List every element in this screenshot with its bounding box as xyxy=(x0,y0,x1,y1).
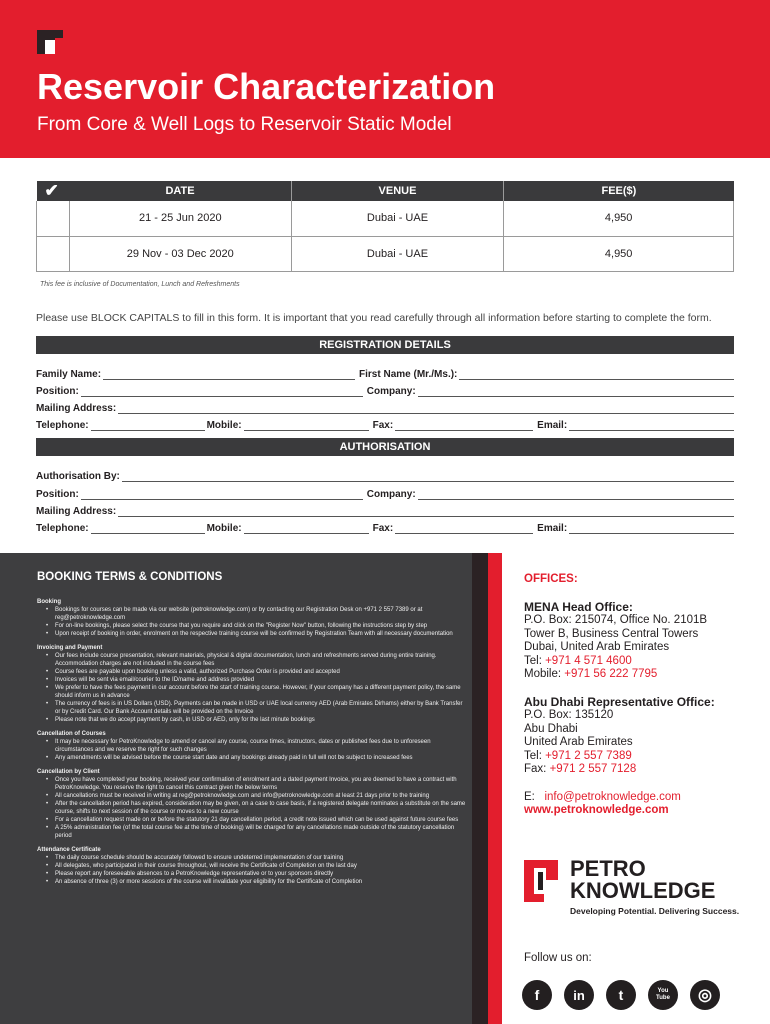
mena-tel-link[interactable]: +971 4 571 4600 xyxy=(545,654,632,667)
authorisation-by-field[interactable] xyxy=(122,472,734,482)
venue-cell: Dubai - UAE xyxy=(291,236,504,271)
mena-mobile xyxy=(524,668,764,682)
offices-title: OFFICES: xyxy=(524,573,578,585)
terms-section-heading: Cancellation by Client xyxy=(37,769,100,775)
offices-panel xyxy=(524,573,764,818)
linkedin-icon[interactable]: in xyxy=(564,980,594,1010)
date-cell: 21 - 25 Jun 2020 xyxy=(69,201,291,236)
website-link[interactable]: www.petroknowledge.com xyxy=(524,804,669,816)
abudhabi-fax-value: +971 2 557 7128 xyxy=(549,763,637,775)
terms-list-item: • Course fees are payable upon booking unless a valid, authorized Purchase Order is provided and accepted xyxy=(55,668,467,676)
first-name-field[interactable] xyxy=(459,370,734,380)
instagram-icon[interactable]: ◎ xyxy=(690,980,720,1010)
registration-section-header: REGISTRATION DETAILS xyxy=(36,336,734,354)
terms-list-item: • Once you have completed your booking, received your confirmation of enrolment and a dated payment Invoice, you are deemed to have a contract with PetroKnowledge. You reserve the right to cancel this contract given the below terms xyxy=(55,776,467,792)
telephone-field[interactable] xyxy=(91,421,205,431)
company-label: Company: xyxy=(366,489,416,500)
telephone-label: Telephone: xyxy=(36,420,89,431)
email-field[interactable] xyxy=(569,421,734,431)
abudhabi-office-heading: Abu Dhabi Representative Office: xyxy=(524,694,715,709)
mena-address-line: Dubai, United Arab Emirates xyxy=(524,641,670,653)
fax-field[interactable] xyxy=(395,524,533,534)
terms-title: BOOKING TERMS & CONDITIONS xyxy=(37,571,223,583)
terms-list xyxy=(37,738,467,762)
authorisation-by-label: Authorisation By: xyxy=(36,471,120,482)
mena-mobile-link[interactable]: +971 56 222 7795 xyxy=(564,668,658,680)
terms-list-item: • We prefer to have the fees payment in our account before the start of training course. However, if your company has a different payment policy, the same should inform us in advance xyxy=(55,684,467,700)
brand-mark-icon xyxy=(37,30,63,54)
brand-tagline: Developing Potential. Delivering Success. xyxy=(570,906,740,916)
company-field[interactable] xyxy=(418,387,734,397)
facebook-icon[interactable]: f xyxy=(522,980,552,1010)
schedule-table xyxy=(36,181,734,272)
select-checkbox[interactable] xyxy=(37,201,70,236)
terms-section-heading: Invoicing and Payment xyxy=(37,645,103,651)
petroknowledge-logo-icon xyxy=(524,860,564,902)
header-banner xyxy=(0,0,770,158)
fax-label: Fax: xyxy=(372,420,394,431)
company-label: Company: xyxy=(366,386,416,397)
dark-stripe-divider xyxy=(472,553,488,1024)
email-label: E: xyxy=(524,790,535,803)
mailing-address-label: Mailing Address: xyxy=(36,506,117,517)
registration-row-address xyxy=(36,400,734,414)
mena-telephone xyxy=(524,655,764,669)
company-field[interactable] xyxy=(418,490,734,500)
terms-list-item: • The daily course schedule should be accurately followed to ensure undeterred implementation of our training xyxy=(55,854,467,862)
brand-line-1: PETRO xyxy=(570,856,646,881)
terms-list-item: • Please report any foreseeable absences to a PetroKnowledge representative or to your sponsors directly xyxy=(55,870,467,878)
mena-office-heading: MENA Head Office: xyxy=(524,599,633,614)
first-name-label: First Name (Mr./Ms.): xyxy=(359,369,458,380)
position-label: Position: xyxy=(36,489,79,500)
terms-list-item: • The currency of fees is in US Dollars (USD). Payments can be made in USD or UAE local currency AED (Arab Emirates Dirhams) either by Bank Transfer or by Credit Card. Our Bank Account details will be provided on the Invoice xyxy=(55,700,467,716)
terms-section-heading: Attendance Certificate xyxy=(37,847,101,853)
terms-section-heading: Booking xyxy=(37,599,61,605)
follow-label: Follow us on: xyxy=(524,952,592,964)
telephone-field[interactable] xyxy=(91,524,205,534)
terms-list-item: • A 25% administration fee (of the total course fee at the time of booking) will be charged for any cancellations made outside of the statutory cancellation period xyxy=(55,824,467,840)
fee-note: This fee is inclusive of Documentation, Lunch and Refreshments xyxy=(40,281,240,288)
tel-label: Tel: xyxy=(524,654,546,667)
schedule-header-row xyxy=(37,181,734,201)
terms-list-item: • Invoices will be sent via email/courier to the ID/name and address provided xyxy=(55,676,467,684)
position-field[interactable] xyxy=(81,490,363,500)
mobile-label: Mobile: xyxy=(206,420,242,431)
table-row xyxy=(37,236,734,271)
registration-row-position xyxy=(36,383,734,397)
registration-row-names xyxy=(36,366,734,380)
page-title: Reservoir Characterization xyxy=(37,66,496,107)
family-name-label: Family Name: xyxy=(36,369,102,380)
mena-address-line: P.O. Box: 215074, Office No. 2101B xyxy=(524,614,708,626)
authorisation-row-contact xyxy=(36,520,734,534)
terms-list-item: • After the cancellation period has expired, consideration may be given, on a case to case basis, if a registered delegate nominates a substitute on the same course, shifts to next session of the course or moves to a new course xyxy=(55,800,467,816)
abudhabi-telephone xyxy=(524,750,764,764)
terms-list-item: • It may be necessary for PetroKnowledge to amend or cancel any course, course times, instructors, dates or published fees due to unforeseen circumstances and we reserve the right for such changes xyxy=(55,738,467,754)
email-link[interactable]: info@petroknowledge.com xyxy=(544,790,681,803)
fee-cell: 4,950 xyxy=(504,236,734,271)
terms-list-item: • Bookings for courses can be made via our website (petroknowledge.com) or by contacting our Registration Desk on +971 2 557 7389 or at reg@petroknowledge.com xyxy=(55,606,467,622)
date-column-header: DATE xyxy=(69,181,291,201)
twitter-icon[interactable]: t xyxy=(606,980,636,1010)
terms-list-item: • For a cancellation request made on or before the statutory 21 day cancellation period, a credit note issued which can be used against future course fees xyxy=(55,816,467,824)
terms-list-item: • Please note that we do accept payment by cash, in USD or AED, only for the last minute bookings xyxy=(55,716,467,724)
telephone-label: Telephone: xyxy=(36,523,89,534)
date-cell: 29 Nov - 03 Dec 2020 xyxy=(69,236,291,271)
brand-line-2: KNOWLEDGE xyxy=(570,878,716,903)
check-column-header: ✔ xyxy=(37,181,70,201)
mobile-label: Mobile: xyxy=(206,523,242,534)
venue-cell: Dubai - UAE xyxy=(291,201,504,236)
mobile-label: Mobile: xyxy=(524,668,565,680)
fax-label: Fax: xyxy=(524,763,550,775)
position-label: Position: xyxy=(36,386,79,397)
authorisation-section-header: AUTHORISATION xyxy=(36,438,734,456)
authorisation-row-address xyxy=(36,503,734,517)
email-label: Email: xyxy=(537,523,568,534)
terms-list xyxy=(37,854,467,886)
terms-body xyxy=(37,598,467,886)
youtube-icon[interactable]: You Tube xyxy=(648,980,678,1010)
page-subtitle: From Core & Well Logs to Reservoir Static Model xyxy=(37,114,452,135)
terms-list-item: • All cancellations must be received in writing at reg@petroknowledge.com and info@petroknowledge.com at least 21 days prior to the training xyxy=(55,792,467,800)
form-instruction: Please use BLOCK CAPITALS to fill in this form. It is important that you read carefully through all information before starting to complete the form. xyxy=(36,312,712,324)
fee-column-header: FEE($) xyxy=(504,181,734,201)
mobile-field[interactable] xyxy=(244,524,369,534)
social-icons xyxy=(522,980,720,1010)
terms-list-item: • For on-line bookings, please select the course that you require and click on the "Register Now" button, following the instructions step by step xyxy=(55,622,467,630)
mobile-field[interactable] xyxy=(244,421,369,431)
mena-address-line: Tower B, Business Central Towers xyxy=(524,627,699,640)
abudhabi-fax xyxy=(524,763,764,777)
family-name-field[interactable] xyxy=(103,370,355,380)
email-label: Email: xyxy=(537,420,568,431)
terms-section-heading: Cancellation of Courses xyxy=(37,731,106,737)
terms-list-item: • Any amendments will be advised before the course start date and any bookings already paid in full will not be subject to increased fees xyxy=(55,754,467,762)
terms-list-item: • An absence of three (3) or more sessions of the course will invalidate your eligibility for the Certificate of Completion xyxy=(55,878,467,886)
mailing-address-field[interactable] xyxy=(118,507,734,517)
abudhabi-address-line: United Arab Emirates xyxy=(524,736,633,748)
abudhabi-address-line: P.O. Box: 135120 xyxy=(524,709,614,721)
petroknowledge-logo xyxy=(524,858,739,920)
authorisation-row-by xyxy=(36,468,734,482)
fax-field[interactable] xyxy=(395,421,533,431)
authorisation-row-position xyxy=(36,486,734,500)
venue-column-header: VENUE xyxy=(291,181,504,201)
table-row xyxy=(37,201,734,236)
mailing-address-label: Mailing Address: xyxy=(36,403,117,414)
tel-label: Tel: xyxy=(524,749,546,762)
fee-cell: 4,950 xyxy=(504,201,734,236)
email-field[interactable] xyxy=(569,524,734,534)
email-line xyxy=(524,791,764,805)
fax-label: Fax: xyxy=(372,523,394,534)
terms-list-item: • Our fees include course presentation, relevant materials, physical & digital documentation, lunch and refreshments served during entire training. Accommodation charges are not included in the course fees xyxy=(55,652,467,668)
mailing-address-field[interactable] xyxy=(118,404,734,414)
red-stripe-divider xyxy=(488,553,502,1024)
select-checkbox[interactable] xyxy=(37,236,70,271)
terms-list xyxy=(37,606,467,638)
terms-list-item: • Upon receipt of booking in order, enrolment on the respective training course will be confirmed by Registration Team with all necessary documentation xyxy=(55,630,467,638)
terms-list xyxy=(37,652,467,724)
abudhabi-address-line: Abu Dhabi xyxy=(524,722,578,735)
terms-list xyxy=(37,776,467,840)
abudhabi-tel-link[interactable]: +971 2 557 7389 xyxy=(545,749,632,762)
terms-list-item: • All delegates, who participated in their course throughout, will receive the Certificate of Completion on the last day xyxy=(55,862,467,870)
position-field[interactable] xyxy=(81,387,363,397)
registration-row-contact xyxy=(36,417,734,431)
